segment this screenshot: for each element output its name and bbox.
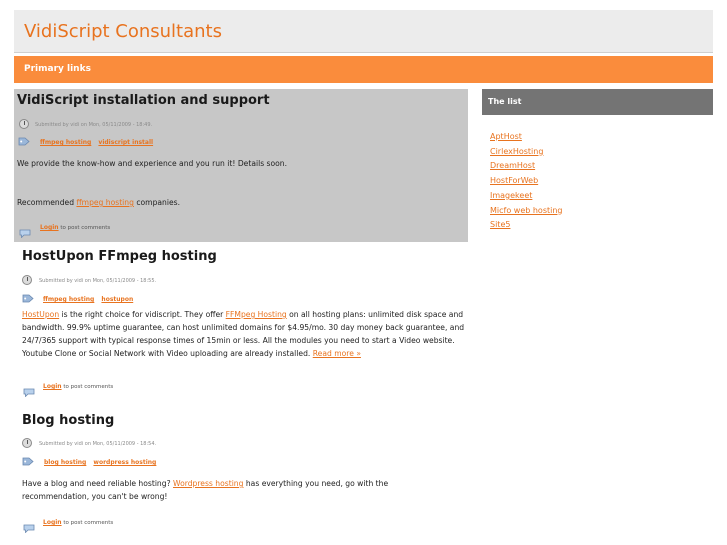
tag-link-ffmpeg-hosting[interactable]: ffmpeg hosting: [43, 296, 95, 303]
tag-link-ffmpeg-hosting[interactable]: ffmpeg hosting: [40, 139, 92, 146]
text-companies: companies.: [133, 198, 181, 207]
comment-icon: [19, 223, 31, 232]
comment-line: [43, 383, 113, 390]
sidebar-block-header: [482, 89, 713, 115]
read-more-link[interactable]: Read more »: [312, 349, 361, 358]
sidebar-link-apthost[interactable]: AptHost: [490, 132, 522, 141]
hostupon-link[interactable]: HostUpon: [22, 310, 60, 319]
login-link[interactable]: Login: [40, 224, 59, 231]
post-tags: [44, 459, 161, 466]
site-name-link[interactable]: VidiScript Consultants: [24, 21, 222, 42]
sidebar-link-hostforweb[interactable]: HostForWeb: [490, 176, 539, 186]
sidebar-link-dreamhost[interactable]: DreamHost: [490, 161, 536, 171]
submitted-info: Submitted by vidi on Mon, 05/11/2009 - 18:55.: [39, 278, 157, 284]
post-body-paragraph: We provide the know-how and experience and you run it! Details soon.: [17, 159, 288, 168]
tag-icon: [22, 457, 34, 466]
login-suffix: to post comments: [61, 520, 114, 526]
tag-icon: [22, 294, 34, 303]
login-link[interactable]: Login: [43, 383, 62, 390]
ffmpeg-hosting-link[interactable]: FFMpeg Hosting: [225, 310, 287, 319]
sidebar-link-site5[interactable]: Site5: [490, 220, 511, 230]
submitted-info: Submitted by vidi on Mon, 05/11/2009 - 18:54.: [39, 441, 157, 447]
comment-line: [40, 224, 110, 231]
clock-icon: [22, 438, 32, 448]
list-item: [490, 204, 563, 219]
list-item: [490, 145, 563, 160]
comment-line: [43, 519, 113, 526]
list-item: [490, 130, 563, 145]
comment-icon: [23, 382, 35, 391]
post-blog-hosting: [14, 410, 468, 540]
post-title[interactable]: Blog hosting: [22, 413, 115, 428]
tag-link-vidiscript-install[interactable]: vidiscript install: [98, 139, 154, 146]
post-body-recommended: [17, 196, 457, 209]
post-tags: [40, 139, 158, 146]
list-item: [490, 159, 563, 174]
comment-icon: [23, 518, 35, 527]
primary-links-label: Primary links: [24, 64, 91, 74]
list-item: [490, 189, 563, 204]
sidebar-link-micfo[interactable]: Micfo web hosting: [490, 205, 563, 215]
text-reliable-hosting: Have a blog and need reliable hosting?: [22, 479, 174, 488]
wordpress-hosting-link[interactable]: Wordpress hosting: [173, 479, 244, 488]
post-vidiscript-install: [14, 89, 468, 242]
post-body-paragraph: [22, 308, 466, 360]
post-title[interactable]: VidiScript installation and support: [17, 93, 270, 108]
text-plans: on all hosting plans: unlimited disk space and bandwidth. 99.9% uptime guarantee, can host unlimited domains for $4.95/mo. 30 day money back guarantee, and 24/7/365 support with typical response times of 15min or less. All the modules you need to start a Video website. Youtube Clone or Social Network with Video uploading are already installed.: [22, 310, 465, 358]
ffmpeg-hosting-link[interactable]: ffmpeg hosting: [76, 198, 134, 207]
tag-link-hostupon[interactable]: hostupon: [101, 296, 134, 303]
tag-icon: [18, 137, 30, 146]
text-recommended: Recommended: [17, 198, 77, 207]
list-item: [490, 174, 563, 189]
tag-link-blog-hosting[interactable]: blog hosting: [44, 459, 87, 466]
submitted-info: Submitted by vidi on Mon, 05/11/2009 - 18:49.: [35, 122, 153, 128]
login-suffix: to post comments: [58, 225, 111, 231]
post-tags: [43, 296, 138, 303]
site-header: [14, 10, 713, 53]
clock-icon: [22, 275, 32, 285]
sidebar-title: The list: [488, 97, 522, 106]
login-link[interactable]: Login: [43, 519, 62, 526]
post-title[interactable]: HostUpon FFmpeg hosting: [22, 249, 217, 264]
list-item: [490, 218, 563, 233]
sidebar-link-list: [490, 130, 563, 233]
sidebar-link-imagekeet[interactable]: Imagekeet: [490, 190, 533, 200]
login-suffix: to post comments: [61, 384, 114, 390]
text-recommendation: has everything you need, go with the recommendation, you can't be wrong!: [22, 479, 389, 501]
tag-link-wordpress-hosting[interactable]: wordpress hosting: [93, 459, 157, 466]
sidebar-link-cirlexhosting[interactable]: CirlexHosting: [490, 146, 544, 156]
text-right-choice: is the right choice for vidiscript. They offer: [59, 310, 226, 319]
clock-icon: [19, 119, 29, 129]
primary-links-bar: [14, 56, 713, 83]
post-body-paragraph: [22, 477, 452, 503]
post-hostupon: [14, 246, 468, 396]
